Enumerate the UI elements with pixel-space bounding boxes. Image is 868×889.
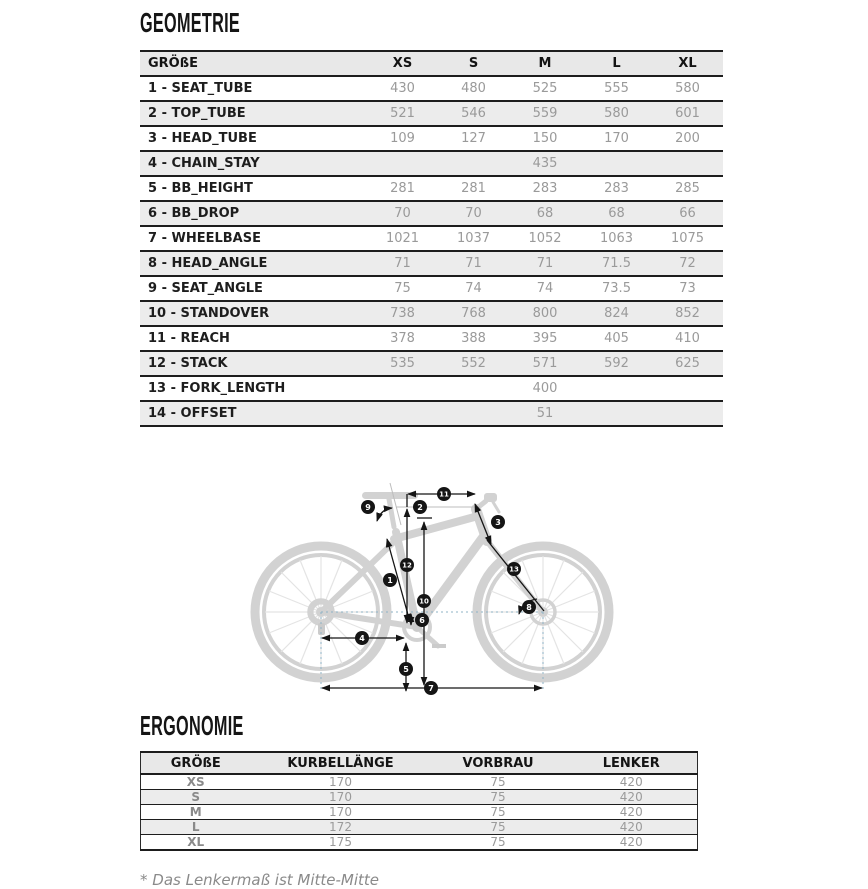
diagram-marker-10 (417, 594, 431, 608)
geometry-value-cell: 74 (465, 281, 482, 296)
geometry-row (140, 176, 723, 201)
geometry-value-cell (438, 151, 509, 176)
geometry-row (140, 376, 723, 401)
geometry-value-cell: 580 (604, 106, 629, 121)
geometry-row-label: 6 - BB_DROP (148, 206, 240, 221)
geometry-table (140, 50, 723, 427)
svg-text:12: 12 (402, 561, 412, 570)
handlebar-footnote: * Das Lenkermaß ist Mitte-Mitte (140, 871, 380, 889)
geometry-value-cell: 559 (532, 106, 558, 121)
geometry-value-cell: 552 (461, 356, 486, 371)
geometry-value-cell: 601 (675, 106, 700, 121)
geometry-value-cell (581, 151, 652, 176)
svg-text:4: 4 (359, 634, 365, 643)
geometry-row (140, 101, 723, 126)
bike-geometry-diagram (218, 455, 668, 705)
geometry-value-cell: 200 (675, 131, 700, 146)
ergonomics-size-cell: XS (186, 775, 205, 789)
ergonomics-value-cell: 420 (619, 790, 643, 804)
ergonomics-value-cell: 75 (490, 775, 506, 789)
diagram-marker-2 (413, 500, 427, 514)
geometry-value-cell: 378 (390, 331, 415, 346)
svg-text:2: 2 (417, 503, 423, 512)
geometry-row-label: 9 - SEAT_ANGLE (148, 281, 263, 296)
geometry-value-cell: 580 (675, 81, 700, 96)
geometry-value-cell (581, 376, 652, 401)
geometry-value-cell: 395 (532, 331, 558, 346)
svg-text:9: 9 (365, 503, 371, 512)
svg-text:13: 13 (509, 565, 519, 574)
geometry-value-cell: 70 (394, 206, 411, 221)
geometry-value-cell (652, 151, 723, 176)
diagram-marker-4 (355, 631, 369, 645)
geometry-value-cell: 71 (394, 256, 411, 271)
geometry-row-label: 4 - CHAIN_STAY (148, 156, 260, 171)
diagram-marker-3 (491, 515, 505, 529)
geometry-row (140, 401, 723, 426)
geometry-table-body (140, 76, 723, 426)
ergonomics-row (141, 805, 698, 820)
ergonomics-row (141, 774, 698, 790)
ergonomics-value-cell: 170 (329, 775, 352, 789)
ergonomics-value-cell: 170 (329, 805, 352, 819)
diagram-marker-12 (400, 558, 414, 572)
geometry-value-cell: 68 (536, 206, 554, 221)
geometry-row-label: 1 - SEAT_TUBE (148, 81, 253, 96)
ergonomics-size-cell: M (189, 805, 202, 819)
geometry-value-cell: 388 (461, 331, 486, 346)
geometry-row (140, 201, 723, 226)
geometry-row (140, 351, 723, 376)
geometry-value-cell: 281 (390, 181, 415, 196)
ergonomics-value-cell: 75 (490, 835, 506, 849)
diagram-marker-8 (522, 600, 536, 614)
diagram-marker-7 (424, 681, 438, 695)
diagram-marker-13 (507, 562, 521, 576)
ergonomics-row (141, 790, 698, 805)
geometry-value-cell: 571 (532, 356, 558, 371)
geometry-value-cell: 281 (461, 181, 486, 196)
ergonomics-col-header: KURBELLÄNGE (287, 755, 394, 771)
geometry-header-row (140, 51, 723, 76)
ergonomics-row (141, 820, 698, 835)
geometry-row-label: 13 - FORK_LENGTH (148, 381, 286, 396)
ergonomics-row (141, 835, 698, 851)
geometry-row-label: 3 - HEAD_TUBE (148, 131, 257, 146)
ergonomics-size-cell: XL (187, 835, 205, 849)
geometry-col-header: L (612, 56, 621, 71)
geometry-value-cell: 521 (390, 106, 415, 121)
geometry-col-header: S (468, 56, 479, 71)
geometry-value-cell: 51 (536, 406, 554, 421)
diagram-marker-6 (415, 613, 429, 627)
geometry-value-cell: 68 (608, 206, 625, 221)
ergonomics-value-cell: 420 (619, 805, 643, 819)
geometry-value-cell: 824 (604, 306, 629, 321)
geometry-value-cell (581, 401, 652, 426)
geometry-row-label: 5 - BB_HEIGHT (148, 181, 253, 196)
geometry-row-label: 2 - TOP_TUBE (148, 106, 246, 121)
geometry-value-cell (652, 401, 723, 426)
geometry-size-header: GRÖßE (148, 56, 198, 71)
svg-text:7: 7 (428, 684, 434, 693)
geometry-row-label: 10 - STANDOVER (148, 306, 270, 321)
geometry-row (140, 226, 723, 251)
geometry-value-cell: 72 (679, 256, 696, 271)
geometry-value-cell: 535 (390, 356, 415, 371)
ergonomics-header-row (141, 752, 698, 774)
diagram-marker-5 (399, 662, 413, 676)
geometry-value-cell: 283 (604, 181, 629, 196)
geometry-row-label: 8 - HEAD_ANGLE (148, 256, 268, 271)
ergonomics-value-cell: 420 (619, 820, 643, 834)
ergonomics-col-header: VORBRAU (462, 755, 534, 771)
geometry-row-label: 12 - STACK (148, 356, 228, 371)
geometry-value-cell (652, 376, 723, 401)
geometry-value-cell: 66 (679, 206, 696, 221)
svg-text:3: 3 (495, 518, 501, 527)
geometry-value-cell: 73.5 (602, 281, 631, 296)
svg-text:10: 10 (419, 597, 429, 606)
bike-diagram-svg (218, 455, 668, 705)
ergonomics-value-cell: 420 (619, 835, 643, 849)
geometry-value-cell: 1063 (599, 231, 634, 246)
geometry-value-cell: 75 (394, 281, 411, 296)
geometry-value-cell: 1075 (670, 231, 705, 246)
geometry-value-cell: 852 (675, 306, 700, 321)
ergonomics-value-cell: 170 (329, 790, 352, 804)
diagram-marker-11 (437, 487, 451, 501)
geometry-col-header: XS (392, 56, 413, 71)
ergonomics-table-body (141, 774, 698, 850)
geometry-value-cell: 592 (604, 356, 629, 371)
svg-text:1: 1 (387, 576, 393, 585)
geometry-value-cell: 480 (461, 81, 486, 96)
geometry-value-cell (438, 376, 509, 401)
ergonomics-value-cell: 75 (490, 805, 506, 819)
geometry-row-label: 11 - REACH (148, 331, 230, 346)
geometry-row (140, 151, 723, 176)
axle-reference-lines (321, 612, 543, 691)
geometry-row-label: 7 - WHEELBASE (148, 231, 261, 246)
geometry-value-cell: 435 (532, 156, 558, 171)
geometry-value-cell: 738 (390, 306, 415, 321)
geometry-col-header: XL (678, 56, 697, 71)
geometry-value-cell: 283 (532, 181, 558, 196)
geometry-row-label: 14 - OFFSET (148, 406, 237, 421)
geometry-value-cell: 555 (604, 81, 629, 96)
geometry-value-cell: 170 (604, 131, 629, 146)
geometry-value-cell: 546 (461, 106, 486, 121)
ergonomics-value-cell: 172 (329, 820, 352, 834)
geometry-value-cell: 285 (675, 181, 700, 196)
geometry-value-cell: 410 (675, 331, 700, 346)
ergonomics-col-header: GRÖßE (170, 755, 221, 771)
geometry-value-cell: 400 (532, 381, 558, 396)
ergonomics-value-cell: 75 (490, 820, 506, 834)
geometry-row (140, 251, 723, 276)
geometry-value-cell: 1052 (528, 231, 562, 246)
geometry-value-cell: 525 (532, 81, 558, 96)
geometry-value-cell: 625 (675, 356, 700, 371)
geometry-value-cell: 405 (604, 331, 629, 346)
geometry-title: GEOMETRIE (140, 7, 241, 38)
geometry-value-cell: 71 (536, 256, 554, 271)
ergonomics-size-cell: S (191, 790, 201, 804)
diagram-marker-9 (361, 500, 375, 514)
geometry-value-cell: 70 (465, 206, 482, 221)
bike-silhouette (255, 492, 609, 678)
geometry-value-cell (438, 401, 509, 426)
geometry-value-cell: 1021 (385, 231, 420, 246)
geometry-value-cell: 127 (461, 131, 486, 146)
geometry-row (140, 301, 723, 326)
svg-text:5: 5 (403, 665, 409, 674)
geometry-value-cell: 1037 (456, 231, 491, 246)
geometry-col-header: M (538, 56, 552, 71)
ergonomics-title: ERGONOMIE (140, 710, 244, 741)
geometry-row (140, 126, 723, 151)
geometry-value-cell: 430 (390, 81, 415, 96)
ergonomics-value-cell: 420 (619, 775, 643, 789)
svg-text:11: 11 (439, 490, 449, 499)
diagram-marker-1 (383, 573, 397, 587)
geometry-value-cell (367, 376, 438, 401)
geometry-value-cell (367, 151, 438, 176)
geometry-value-cell: 800 (532, 306, 558, 321)
geometry-value-cell: 768 (461, 306, 486, 321)
geometry-row (140, 76, 723, 101)
geometry-value-cell: 150 (532, 131, 558, 146)
geometry-value-cell (367, 401, 438, 426)
ergonomics-col-header: LENKER (602, 755, 660, 771)
geometry-value-cell: 109 (390, 131, 415, 146)
geometry-row (140, 326, 723, 351)
geometry-value-cell: 74 (536, 281, 554, 296)
svg-text:6: 6 (419, 616, 425, 625)
geometry-value-cell: 71 (465, 256, 482, 271)
geometry-row (140, 276, 723, 301)
svg-text:8: 8 (526, 603, 532, 612)
ergonomics-value-cell: 75 (490, 790, 506, 804)
geometry-value-cell: 73 (679, 281, 696, 296)
ergonomics-value-cell: 175 (329, 835, 352, 849)
geometry-value-cell: 71.5 (602, 256, 631, 271)
ergonomics-size-cell: L (191, 820, 200, 834)
ergonomics-table (140, 751, 698, 851)
